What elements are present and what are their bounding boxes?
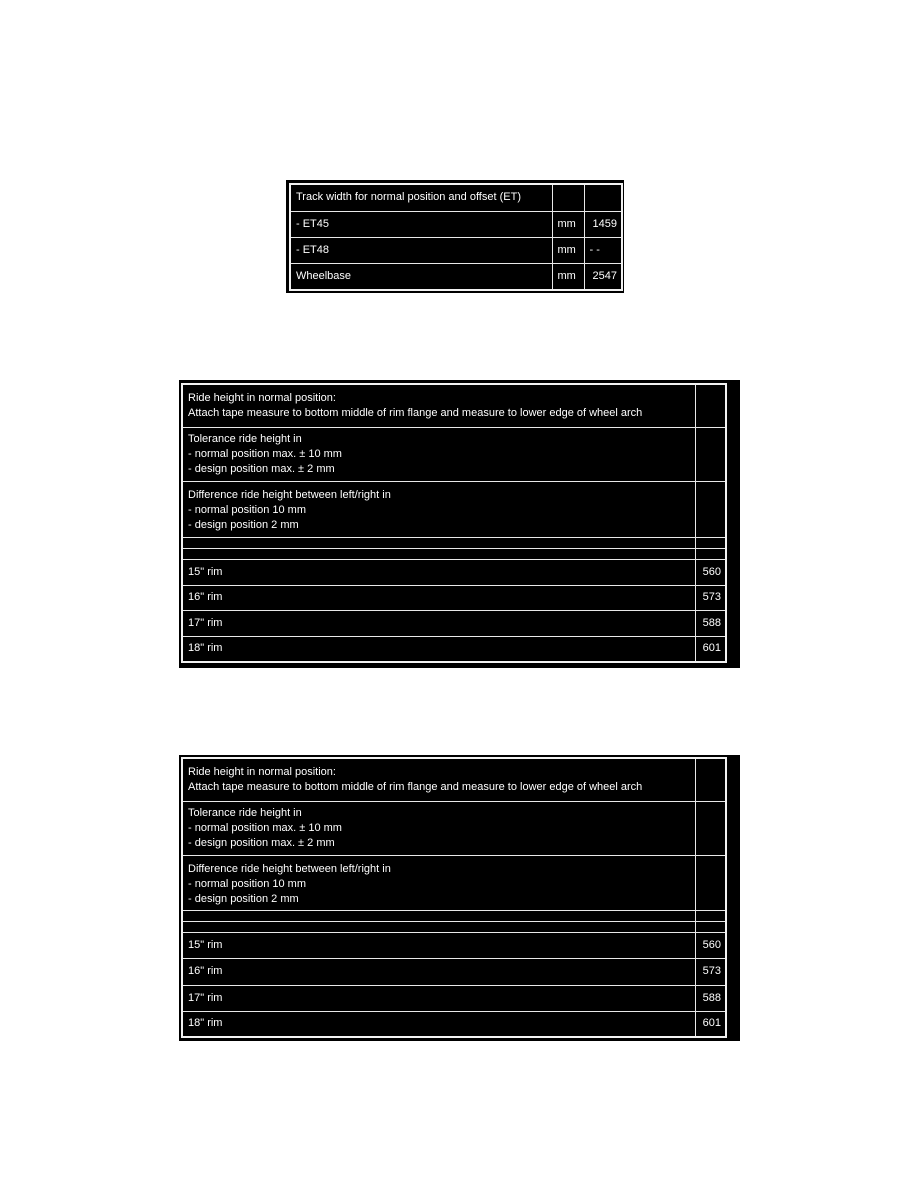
rim-value: 588	[695, 610, 726, 636]
table-row	[182, 1011, 726, 1037]
tolerance-line-1: Tolerance ride height in	[188, 432, 302, 445]
intro-line-2: Attach tape measure to bottom middle of rim flange and measure to lower edge of wheel arch	[188, 780, 643, 793]
rim-label: 17" rim	[182, 985, 695, 1011]
intro-cell	[182, 758, 695, 801]
table-row	[182, 559, 726, 585]
rim-value: 573	[695, 585, 726, 610]
empty-cell	[182, 548, 695, 559]
table-row	[182, 932, 726, 958]
track-table-header: Track width for normal position and offset (ET)	[290, 184, 552, 211]
row-label: - ET48	[290, 237, 552, 263]
rim-value: 560	[695, 559, 726, 585]
rim-value: 588	[695, 985, 726, 1011]
intro-cell	[182, 384, 695, 427]
row-value: 2547	[584, 263, 622, 290]
ride-height-table-1	[181, 383, 727, 663]
rim-label: 18" rim	[182, 1011, 695, 1037]
row-value: 1459	[584, 211, 622, 237]
difference-line-2: - normal position 10 mm	[188, 877, 306, 890]
tolerance-line-3: - design position max. ± 2 mm	[188, 462, 335, 475]
rim-value: 560	[695, 932, 726, 958]
empty-cell	[695, 548, 726, 559]
intro-line-1: Ride height in normal position:	[188, 765, 336, 778]
table-row	[182, 636, 726, 662]
empty-cell	[695, 921, 726, 932]
difference-row	[182, 481, 726, 537]
table-row	[182, 610, 726, 636]
row-label: - ET45	[290, 211, 552, 237]
rim-value: 601	[695, 1011, 726, 1037]
empty-cell	[695, 801, 726, 855]
tolerance-line-2: - normal position max. ± 10 mm	[188, 821, 342, 834]
row-label: Wheelbase	[290, 263, 552, 290]
track-width-table	[289, 183, 623, 291]
table-row	[290, 237, 622, 263]
table-row	[290, 263, 622, 290]
track-table-header-row	[290, 184, 622, 211]
empty-cell	[695, 855, 726, 910]
table-row	[182, 585, 726, 610]
rim-value: 573	[695, 958, 726, 985]
empty-cell	[182, 921, 695, 932]
rim-label: 15" rim	[182, 559, 695, 585]
row-unit: mm	[552, 263, 584, 290]
spacer-row	[182, 921, 726, 932]
empty-cell	[695, 481, 726, 537]
spacer-row	[182, 537, 726, 548]
intro-line-1: Ride height in normal position:	[188, 391, 336, 404]
tolerance-line-3: - design position max. ± 2 mm	[188, 836, 335, 849]
table-row	[182, 958, 726, 985]
rim-label: 16" rim	[182, 585, 695, 610]
difference-cell	[182, 855, 695, 910]
tolerance-line-2: - normal position max. ± 10 mm	[188, 447, 342, 460]
empty-cell	[584, 184, 622, 211]
tolerance-row	[182, 427, 726, 481]
intro-line-2: Attach tape measure to bottom middle of rim flange and measure to lower edge of wheel arch	[188, 406, 643, 419]
difference-line-1: Difference ride height between left/right in	[188, 862, 391, 875]
difference-line-3: - design position 2 mm	[188, 518, 299, 531]
rim-value: 601	[695, 636, 726, 662]
intro-row	[182, 758, 726, 801]
tolerance-row	[182, 801, 726, 855]
tolerance-cell	[182, 427, 695, 481]
spacer-row	[182, 910, 726, 921]
rim-label: 17" rim	[182, 610, 695, 636]
tolerance-line-1: Tolerance ride height in	[188, 806, 302, 819]
difference-row	[182, 855, 726, 910]
empty-cell	[695, 910, 726, 921]
empty-cell	[182, 537, 695, 548]
empty-cell	[695, 758, 726, 801]
empty-cell	[695, 384, 726, 427]
rim-label: 16" rim	[182, 958, 695, 985]
row-unit: mm	[552, 211, 584, 237]
difference-line-1: Difference ride height between left/right in	[188, 488, 391, 501]
ride-height-table-2	[181, 757, 727, 1038]
table-row	[182, 985, 726, 1011]
rim-label: 18" rim	[182, 636, 695, 662]
empty-cell	[695, 537, 726, 548]
empty-cell	[182, 910, 695, 921]
row-value: - -	[584, 237, 622, 263]
empty-cell	[695, 427, 726, 481]
empty-cell	[552, 184, 584, 211]
table-row	[290, 211, 622, 237]
tolerance-cell	[182, 801, 695, 855]
row-unit: mm	[552, 237, 584, 263]
difference-cell	[182, 481, 695, 537]
difference-line-2: - normal position 10 mm	[188, 503, 306, 516]
rim-label: 15" rim	[182, 932, 695, 958]
intro-row	[182, 384, 726, 427]
difference-line-3: - design position 2 mm	[188, 892, 299, 905]
spacer-row	[182, 548, 726, 559]
